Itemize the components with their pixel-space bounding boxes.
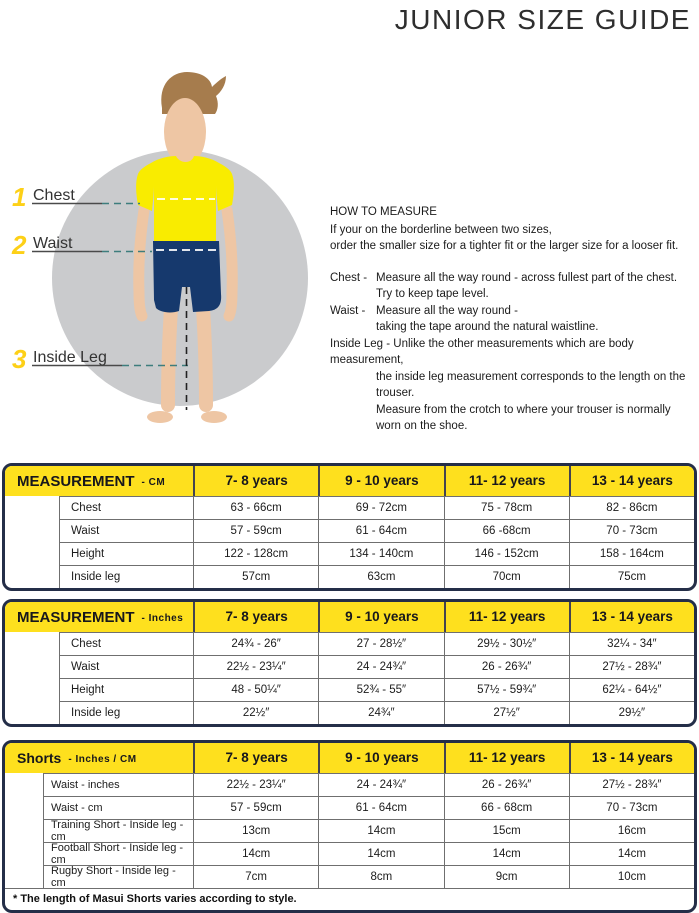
column-header: 7- 8 years: [193, 743, 318, 773]
size-cell: 29½ - 30½″: [444, 633, 569, 655]
label-number-1: 1: [12, 182, 27, 212]
row-label: Waist: [71, 525, 100, 537]
size-cell: 24 - 24¾″: [318, 656, 443, 678]
table-unit: - Inches: [141, 612, 184, 624]
size-cell: 69 - 72cm: [318, 497, 443, 519]
size-cell: 14cm: [318, 843, 443, 865]
size-cell: 57 - 59cm: [193, 797, 318, 819]
left-foot: [147, 411, 173, 423]
column-header: 11- 12 years: [444, 743, 569, 773]
size-cell: 13cm: [193, 820, 318, 842]
table-footnote: * The length of Masui Shorts varies according to style.: [5, 888, 694, 910]
column-header: 9 - 10 years: [318, 602, 443, 632]
insideleg-instruction-line3: Measure from the crotch to where your trouser is normally worn on the shoe.: [376, 403, 671, 432]
chest-instruction-line1: Measure all the way round - across fullest part of the chest.: [376, 271, 678, 284]
row-label: Waist - cm: [51, 802, 103, 814]
table-row: [5, 542, 694, 565]
column-header: 7- 8 years: [193, 602, 318, 632]
table-row: [5, 773, 694, 796]
row-label: Football Short - Inside leg - cm: [51, 842, 184, 866]
size-cell: 14cm: [569, 843, 694, 865]
insideleg-instruction-line2: the inside leg measurement corresponds to the length on the trouser.: [376, 370, 686, 399]
waist-instruction-line1: Measure all the way round -: [376, 304, 518, 317]
size-cell: 57cm: [193, 566, 318, 588]
size-cell: 24¾″: [318, 702, 443, 724]
size-table-shorts: [2, 740, 697, 913]
waist-instruction: [330, 303, 696, 336]
size-cell: 9cm: [444, 866, 569, 888]
row-label: Rugby Short - Inside leg - cm: [51, 865, 176, 889]
size-cell: 82 - 86cm: [569, 497, 694, 519]
row-label: Inside leg: [71, 707, 121, 719]
size-cell: 61 - 64cm: [318, 797, 443, 819]
label-inside-leg: Inside Leg: [33, 349, 107, 366]
column-header: 7- 8 years: [193, 466, 318, 496]
label-number-3: 3: [12, 344, 27, 374]
chest-instruction-label: Chest -: [330, 271, 368, 284]
size-cell: 16cm: [569, 820, 694, 842]
size-cell: 27 - 28½″: [318, 633, 443, 655]
size-cell: 24 - 24¾″: [318, 774, 443, 796]
table-row: [5, 819, 694, 842]
right-arm: [227, 210, 232, 316]
size-cell: 14cm: [318, 820, 443, 842]
label-waist: Waist: [33, 235, 73, 252]
size-cell: 122 - 128cm: [193, 543, 318, 565]
row-label: Waist - inches: [51, 779, 120, 791]
size-cell: 22½ - 23¼″: [193, 774, 318, 796]
size-table-cm-header: [5, 466, 694, 496]
table-row: [5, 632, 694, 655]
size-cell: 26 - 26¾″: [444, 774, 569, 796]
size-cell: 22½ - 23¼″: [193, 656, 318, 678]
size-table-shorts-header: [5, 743, 694, 773]
size-cell: 62¼ - 64½″: [569, 679, 694, 701]
size-cell: 158 - 164cm: [569, 543, 694, 565]
waist-instruction-label: Waist -: [330, 304, 366, 317]
column-header: 13 - 14 years: [569, 743, 694, 773]
page-title: JUNIOR SIZE GUIDE: [394, 4, 691, 35]
table-row: [5, 565, 694, 588]
label-number-2: 2: [12, 230, 27, 260]
row-label: Chest: [71, 638, 102, 650]
size-cell: 70cm: [444, 566, 569, 588]
right-foot: [201, 411, 227, 423]
size-cell: 75cm: [569, 566, 694, 588]
row-label: Inside leg: [71, 571, 121, 583]
table-title: MEASUREMENT: [17, 472, 135, 490]
waist-instruction-line2: taking the tape around the natural waistline.: [376, 321, 599, 333]
row-label: Waist: [71, 661, 100, 673]
size-cell: 22½″: [193, 702, 318, 724]
right-leg: [203, 308, 206, 405]
row-label: Height: [71, 548, 105, 560]
column-header: 13 - 14 years: [569, 466, 694, 496]
chest-instruction-line2: Try to keep tape level.: [376, 288, 489, 300]
table-title: Shorts: [17, 750, 62, 766]
size-cell: 7cm: [193, 866, 318, 888]
left-arm: [139, 210, 144, 316]
size-cell: 146 - 152cm: [444, 543, 569, 565]
row-label: Training Short - Inside leg - cm: [51, 819, 184, 843]
size-cell: 63cm: [318, 566, 443, 588]
boy-illustration-svg: [0, 60, 360, 450]
chest-instruction: [330, 270, 696, 303]
size-cell: 26 - 26¾″: [444, 656, 569, 678]
column-header: 13 - 14 years: [569, 602, 694, 632]
size-cell: 8cm: [318, 866, 443, 888]
size-cell: 14cm: [444, 843, 569, 865]
size-table-inches: [2, 599, 697, 727]
size-cell: 75 - 78cm: [444, 497, 569, 519]
column-header: 9 - 10 years: [318, 466, 443, 496]
size-cell: 29½″: [569, 702, 694, 724]
size-cell: 66 -68cm: [444, 520, 569, 542]
table-row: [5, 796, 694, 819]
size-cell: 63 - 66cm: [193, 497, 318, 519]
size-cell: 61 - 64cm: [318, 520, 443, 542]
how-to-measure-section: [330, 204, 696, 435]
column-header: 11- 12 years: [444, 602, 569, 632]
size-cell: 66 - 68cm: [444, 797, 569, 819]
size-cell: 27½ - 28¾″: [569, 656, 694, 678]
table-row: [5, 519, 694, 542]
size-table-cm: [2, 463, 697, 591]
size-cell: 57 - 59cm: [193, 520, 318, 542]
column-header: 9 - 10 years: [318, 743, 443, 773]
size-cell: 70 - 73cm: [569, 520, 694, 542]
size-table-inches-header: [5, 602, 694, 632]
row-label: Chest: [71, 502, 102, 514]
how-to-measure-title: HOW TO MEASURE: [330, 206, 437, 218]
table-row: [5, 496, 694, 519]
left-leg: [168, 308, 171, 405]
row-label: Height: [71, 684, 105, 696]
size-cell: 14cm: [193, 843, 318, 865]
size-cell: 52¾ - 55″: [318, 679, 443, 701]
how-to-measure-intro-line2: order the smaller size for a tighter fit or the larger size for a looser fit.: [330, 240, 679, 252]
size-cell: 48 - 50¼″: [193, 679, 318, 701]
size-cell: 57½ - 59¾″: [444, 679, 569, 701]
table-row: [5, 842, 694, 865]
size-cell: 24¾ - 26″: [193, 633, 318, 655]
boy-illustration: [0, 60, 360, 450]
insideleg-instruction-line1: Inside Leg - Unlike the other measurements which are body measurement,: [330, 337, 634, 366]
size-cell: 134 - 140cm: [318, 543, 443, 565]
label-chest: Chest: [33, 187, 75, 204]
size-cell: 70 - 73cm: [569, 797, 694, 819]
table-row: [5, 865, 694, 888]
size-cell: 27½″: [444, 702, 569, 724]
size-cell: 27½ - 28¾″: [569, 774, 694, 796]
size-cell: 10cm: [569, 866, 694, 888]
size-cell: 15cm: [444, 820, 569, 842]
how-to-measure-intro-line1: If your on the borderline between two sizes,: [330, 223, 552, 236]
table-title: MEASUREMENT: [17, 608, 135, 626]
table-row: [5, 655, 694, 678]
table-unit: - CM: [141, 476, 166, 488]
size-tables: [2, 463, 697, 913]
size-cell: 32¼ - 34″: [569, 633, 694, 655]
column-header: 11- 12 years: [444, 466, 569, 496]
table-row: [5, 701, 694, 724]
table-unit: - Inches / CM: [68, 753, 137, 765]
table-row: [5, 678, 694, 701]
